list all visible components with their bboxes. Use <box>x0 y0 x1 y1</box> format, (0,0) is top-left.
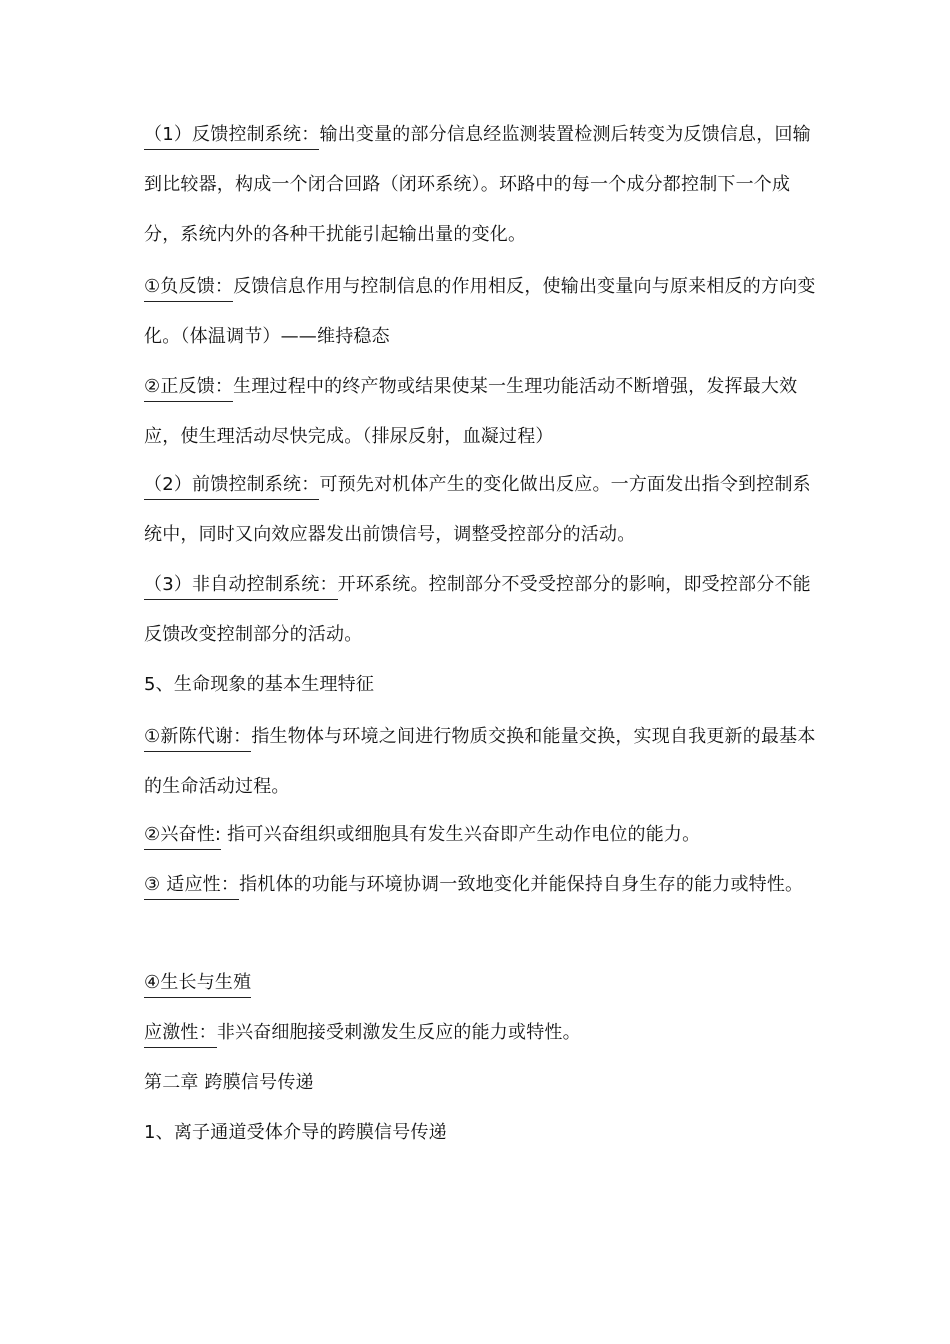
paragraph-text: 指可兴奋组织或细胞具有发生兴奋即产生动作电位的能力。 <box>221 824 701 845</box>
term-metabolism: ①新陈代谢： <box>144 725 251 752</box>
term-negative-feedback: ①负反馈： <box>144 275 233 302</box>
paragraph-text: 非兴奋细胞接受刺激发生反应的能力或特性。 <box>216 1022 581 1043</box>
section-heading-5 <box>144 660 816 710</box>
heading-text: 5、生命现象的基本生理特征 <box>144 674 375 695</box>
paragraph-growth-reproduction <box>144 958 816 1008</box>
term-growth-reproduction: ④生长与生殖 <box>144 971 251 998</box>
heading-text: 第二章 跨膜信号传递 <box>144 1072 314 1093</box>
term-feedback-control: （1）反馈控制系统： <box>144 123 319 150</box>
paragraph-negative-feedback <box>144 262 816 362</box>
paragraph-positive-feedback <box>144 362 816 462</box>
paragraph-non-automatic-control <box>144 560 816 660</box>
paragraph-feedback-control <box>144 110 816 260</box>
paragraph-text: 指生物体与环境之间进行物质交换和能量交换，实现自我更新的最基本的生命活动过程。 <box>144 726 816 797</box>
heading-text: 1、离子通道受体介导的跨膜信号传递 <box>144 1122 447 1143</box>
paragraph-text: 指机体的功能与环境协调一致地变化并能保持自身生存的能力或特性。 <box>239 874 804 895</box>
paragraph-metabolism <box>144 712 816 812</box>
term-positive-feedback: ②正反馈： <box>144 375 233 402</box>
paragraph-text: 输出变量的部分信息经监测装置检测后转变为反馈信息，回输到比较器，构成一个闭合回路（闭环系统）。环路中的每一个成分都控制下一个成分，系统内外的各种干扰能引起输出量的变化。 <box>144 124 811 245</box>
term-irritability: 应激性： <box>144 1021 217 1048</box>
paragraph-feedforward-control <box>144 460 816 560</box>
paragraph-irritability <box>144 1008 816 1058</box>
paragraph-text: 可预先对机体产生的变化做出反应。一方面发出指令到控制系统中，同时又向效应器发出前馈信号，调整受控部分的活动。 <box>144 474 811 545</box>
paragraph-text: 反馈信息作用与控制信息的作用相反，使输出变量向与原来相反的方向变化。（体温调节）——维持稳态 <box>144 276 816 347</box>
paragraph-text: 开环系统。控制部分不受受控部分的影响，即受控部分不能反馈改变控制部分的活动。 <box>144 574 811 645</box>
section-heading-1 <box>144 1108 816 1158</box>
paragraph-adaptability <box>144 860 816 910</box>
term-feedforward-control: （2）前馈控制系统： <box>144 473 319 500</box>
paragraph-excitability <box>144 810 816 860</box>
chapter-heading-2 <box>144 1058 816 1108</box>
term-non-automatic-control: （3）非自动控制系统： <box>144 573 338 600</box>
paragraph-text: 生理过程中的终产物或结果使某一生理功能活动不断增强，发挥最大效应，使生理活动尽快完成。（排尿反射，血凝过程） <box>144 376 798 447</box>
term-adaptability: ③ 适应性： <box>144 873 239 900</box>
term-excitability: ②兴奋性: <box>144 823 221 850</box>
